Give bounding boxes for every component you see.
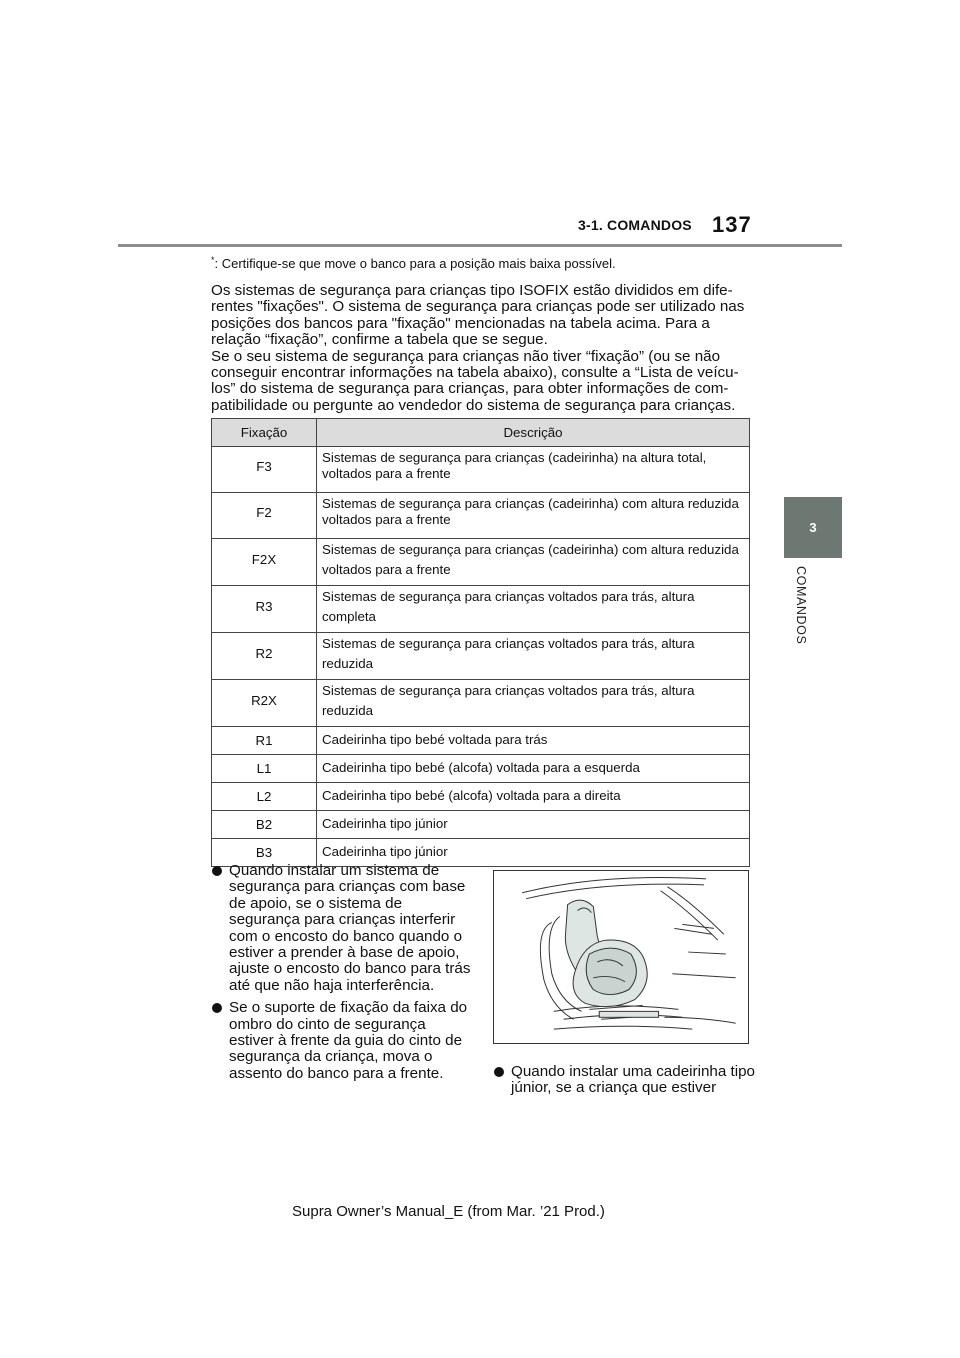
table-header-row [212,419,750,447]
fixation-code: L2 [212,783,317,811]
fixation-description: Cadeirinha tipo bebé voltada para trás [317,727,750,755]
table-row [212,539,750,586]
table-row [212,783,750,811]
fixation-table [211,418,750,867]
table-row [212,586,750,633]
fixation-description: Cadeirinha tipo bebé (alcofa) voltada para a esquerda [317,755,750,783]
header-descricao: Descrição [317,419,750,447]
table-row [212,633,750,680]
table-row [212,727,750,755]
bullet-dot-icon [212,1003,222,1013]
header-rule [118,244,842,247]
table-row [212,811,750,839]
fixation-description: Sistemas de segurança para crianças (cadeirinha) na altura total, voltados para a frente [317,447,750,493]
child-seat-installed-icon [494,871,748,1043]
bullet-dot-icon [494,1067,504,1077]
table-row [212,680,750,727]
bullet-list-right [493,1064,755,1103]
fixation-description: Cadeirinha tipo júnior [317,839,750,867]
footnote [211,255,751,271]
fixation-description: Cadeirinha tipo bebé (alcofa) voltada para a direita [317,783,750,811]
list-item [211,1000,473,1082]
bullet-list-left [211,863,473,1088]
chapter-tab: 3 [784,497,842,558]
fixation-code: B3 [212,839,317,867]
footer-text: Supra Owner’s Manual_E (from Mar. ’21 Prod.) [292,1203,605,1220]
fixation-code: B2 [212,811,317,839]
table-row [212,447,750,493]
fixation-code: F3 [212,447,317,493]
fixation-code: R1 [212,727,317,755]
bullet-text: Quando instalar uma cadeirinha tipo júnior, se a criança que estiver [511,1063,755,1097]
fixation-code: L1 [212,755,317,783]
fixation-code: R3 [212,586,317,633]
fixation-code: R2 [212,633,317,680]
bullet-dot-icon [212,866,222,876]
fixation-description: Sistemas de segurança para crianças (cadeirinha) com altura reduzida voltados para a frente [317,539,750,586]
footnote-text: : Certifique-se que move o banco para a posição mais baixa possível. [214,256,616,271]
child-seat-illustration [493,870,749,1044]
fixation-code: R2X [212,680,317,727]
header-fixacao: Fixação [212,419,317,447]
list-item [211,863,473,994]
list-item [493,1064,755,1097]
page-number: 137 [712,212,752,237]
fixation-description: Sistemas de segurança para crianças voltados para trás, altura completa [317,586,750,633]
fixation-description: Sistemas de segurança para crianças voltados para trás, altura reduzida [317,680,750,727]
table-row [212,493,750,539]
bullet-text: Se o suporte de fixação da faixa do ombro do cinto de segurança estiver à frente da guia do cinto de segurança da criança, mova o assento do banco para a frente. [229,999,468,1082]
bullet-text: Quando instalar um sistema de segurança para crianças com base de apoio, se o sistema de segurança para crianças interferir com o encosto do banco quando o estiver a prender à base de apoio, ajuste o encosto do banco para trás até que não haja interferência. [229,862,471,994]
fixation-code: F2X [212,539,317,586]
chapter-label: COMANDOS [794,566,808,645]
intro-text [211,283,756,414]
section-title: 3-1. COMANDOS [578,217,692,233]
intro-paragraph-1: Os sistemas de segurança para crianças tipo ISOFIX estão divididos em dife- rentes "fixações". O sistema de segurança para crianças pode ser utilizado nas posições dos bancos para "fixação" mencionadas na tabela acima. Para a relação “fixação”, confirme a tabela que se segue. [211,282,745,349]
footnote-marker: * [211,255,215,265]
table-row [212,755,750,783]
intro-paragraph-2: Se o seu sistema de segurança para crianças não tiver “fixação” (ou se não conseguir encontrar informações na tabela abaixo), consulte a “Lista de veícu- los” do sistema de segurança para crianças, para obter informações de com- patibilidade ou pergunte ao vendedor do sistema de segurança para crianças. [211,347,739,414]
fixation-description: Sistemas de segurança para crianças voltados para trás, altura reduzida [317,633,750,680]
fixation-description: Sistemas de segurança para crianças (cadeirinha) com altura reduzida voltados para a frente [317,493,750,539]
fixation-description: Cadeirinha tipo júnior [317,811,750,839]
fixation-code: F2 [212,493,317,539]
